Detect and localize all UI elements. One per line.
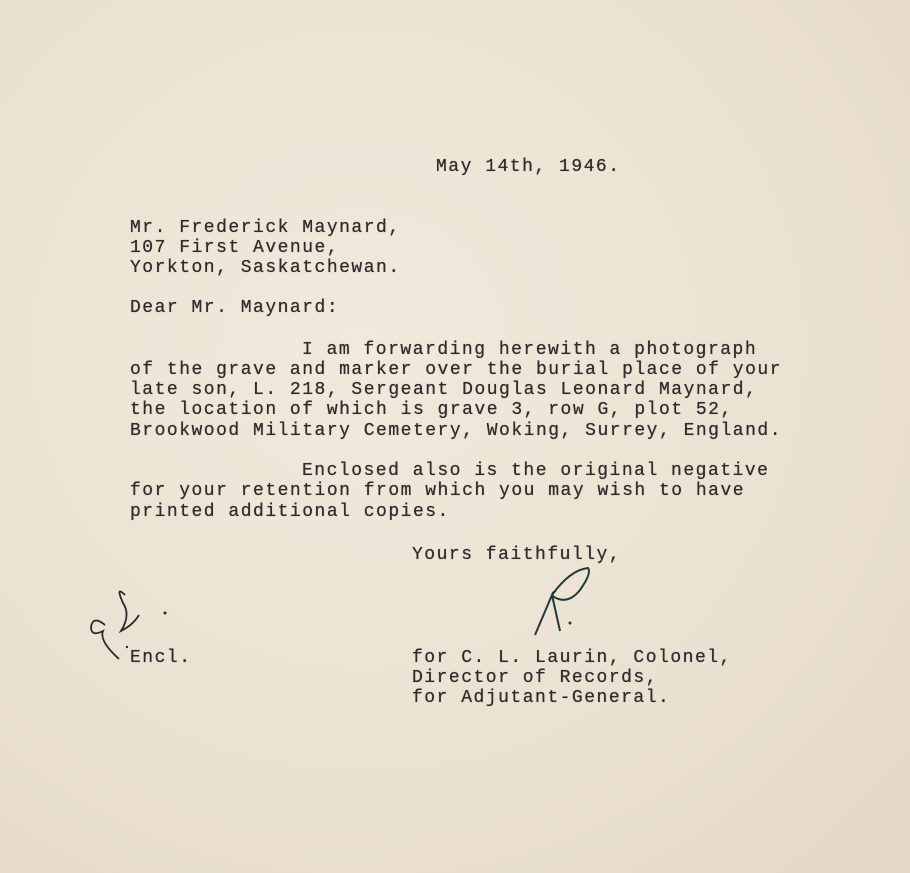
- paragraph2-line: printed additional copies.: [130, 502, 450, 522]
- paragraph1-line: of the grave and marker over the burial place of your: [130, 360, 782, 380]
- letter-date: May 14th, 1946.: [436, 157, 621, 177]
- paragraph1-line: late son, L. 218, Sergeant Douglas Leonard Maynard,: [130, 380, 758, 400]
- salutation: Dear Mr. Maynard:: [130, 298, 340, 318]
- paragraph1-line: I am forwarding herewith a photograph: [302, 340, 758, 360]
- recipient-city: Yorkton, Saskatchewan.: [130, 258, 401, 278]
- paragraph1-line: the location of which is grave 3, row G, plot 52,: [130, 400, 733, 420]
- signature-line: for C. L. Laurin, Colonel,: [412, 648, 732, 668]
- paragraph1-line: Brookwood Military Cemetery, Woking, Surrey, England.: [130, 421, 782, 441]
- recipient-street: 107 First Avenue,: [130, 238, 340, 258]
- handwritten-signature: [530, 565, 610, 640]
- signature-line: for Adjutant-General.: [412, 688, 671, 708]
- signature-line: Director of Records,: [412, 668, 659, 688]
- paragraph2-line: Enclosed also is the original negative: [302, 461, 770, 481]
- closing: Yours faithfully,: [412, 545, 622, 565]
- recipient-name: Mr. Frederick Maynard,: [130, 218, 401, 238]
- paragraph2-line: for your retention from which you may wish to have: [130, 481, 746, 501]
- enclosure-note: Encl.: [130, 648, 192, 668]
